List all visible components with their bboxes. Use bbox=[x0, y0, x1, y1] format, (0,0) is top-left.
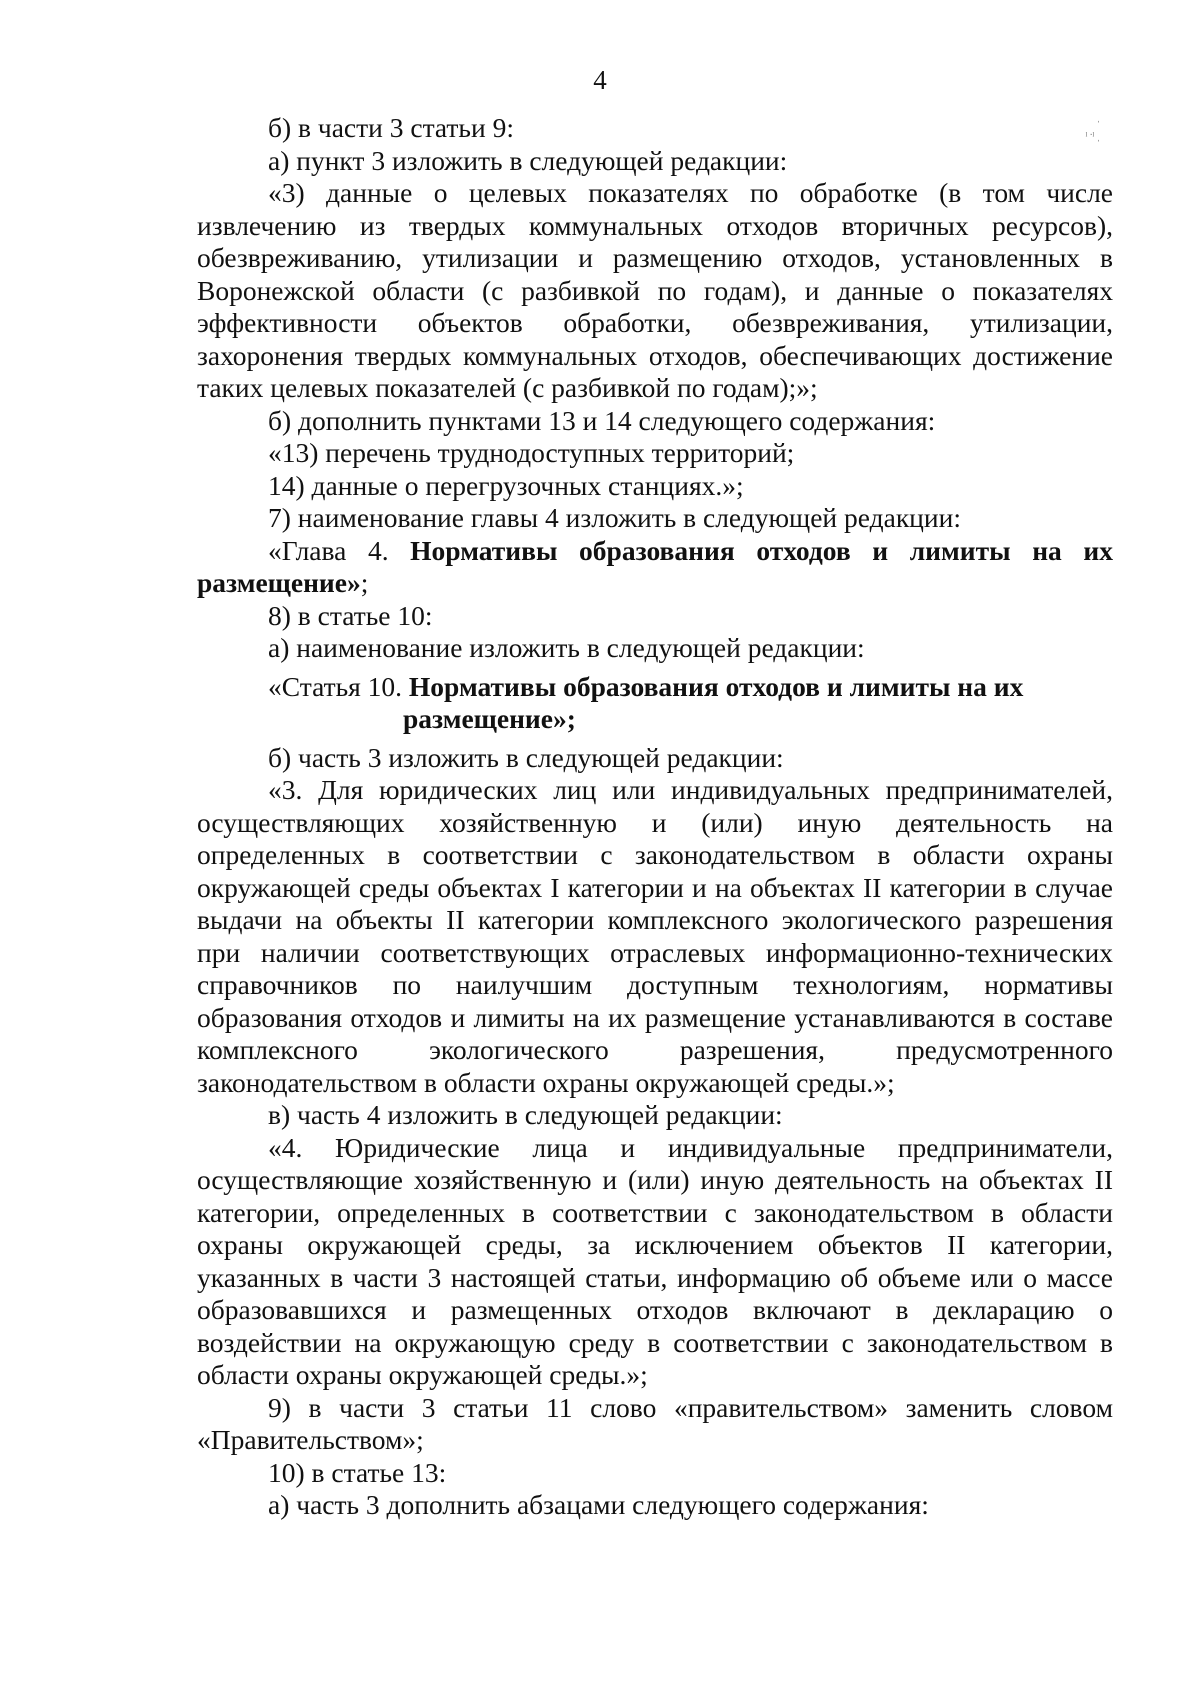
paragraph-quote-part4: «4. Юридические лица и индивидуальные предприниматели, осуществляющие хозяйственную и (или) иную деятельность на объектах II категории, определенных в соответствии с законодательством в области охраны окружающей среды, за исключением объектов II категории, указанных в части 3 настоящей статьи, информацию об объеме или о массе образовавшихся и размещенных отходов включают в декларацию о воздействии на окружающую среду в соответствии с законодательством в области охраны окружающей среды.»; bbox=[197, 1131, 1113, 1390]
paragraph-a-name: а) наименование изложить в следующей редакции: bbox=[268, 632, 865, 663]
paragraph-a-part3-add: а) часть 3 дополнить абзацами следующего содержания: bbox=[268, 1489, 929, 1520]
paragraph-b-add-points: б) дополнить пунктами 13 и 14 следующего содержания: bbox=[268, 404, 936, 436]
article10-heading bbox=[197, 671, 1113, 736]
paragraph-7-chapter4: 7) наименование главы 4 изложить в следующей редакции: bbox=[268, 502, 961, 533]
article10-bold-line1: Нормативы образования отходов и лимиты на их bbox=[408, 670, 1024, 702]
document-body bbox=[197, 112, 1113, 1522]
page-number: 4 bbox=[593, 65, 607, 95]
chapter4-tail: ; bbox=[360, 567, 369, 598]
paragraph-point13: «13) перечень труднодоступных территорий; bbox=[268, 437, 795, 468]
paragraph-a-point3: а) пункт 3 изложить в следующей редакции: bbox=[268, 144, 788, 176]
paragraph-chapter4-title bbox=[197, 535, 1113, 600]
paragraph-10-article13: 10) в статье 13: bbox=[268, 1456, 447, 1488]
paragraph-9-article11: 9) в части 3 статьи 11 слово «правительством» заменить словом «Правительством»; bbox=[197, 1391, 1113, 1455]
paragraph-v-part4: в) часть 4 изложить в следующей редакции: bbox=[268, 1099, 783, 1130]
chapter4-label: «Глава 4. bbox=[268, 534, 411, 566]
paragraph-b-part3: б) часть 3 изложить в следующей редакции: bbox=[268, 741, 784, 773]
article10-bold-line2: размещение»; bbox=[403, 703, 576, 734]
paragraph-quote-part3: «3. Для юридических лиц или индивидуальных предпринимателей, осуществляющих хозяйственную и (или) иную деятельность на определенных в соответствии с законодательством в области охраны окружающей среды объектах I категории и на объектах II категории в случае выдачи на объекты II категории комплексного экологического разрешения при наличии соответствующих отраслевых информационно-технических справочников по наилучшим доступным технологиям, нормативы образования отходов и лимиты на их размещение устанавливаются в составе комплексного экологического разрешения, предусмотренного законодательством в области охраны окружающей среды.»; bbox=[197, 774, 1113, 1098]
paragraph-quote-point3: «3) данные о целевых показателях по обработке (в том числе извлечению из твердых коммунальных отходов вторичных ресурсов), обезвреживанию, утилизации и размещению отходов, установленных в Воронежской области (с разбивкой по годам), и данные о показателях эффективности объектов обработки, обезвреживания, утилизации, захоронения твердых коммунальных отходов, обеспечивающих достижение таких целевых показателей (с разбивкой по годам);»; bbox=[197, 177, 1113, 403]
article10-heading-line1 bbox=[268, 671, 1113, 704]
paragraph-8-article10: 8) в статье 10: bbox=[268, 599, 433, 631]
paragraph-point14: 14) данные о перегрузочных станциях.»; bbox=[268, 469, 744, 501]
chapter4-bold-title: Нормативы образования отходов и лимиты на их размещение» bbox=[197, 534, 1113, 598]
scan-artifacts: ˈ ˡ ˑˡ ˌ bbox=[1085, 120, 1100, 142]
paragraph-b-part3-art9: б) в части 3 статьи 9: bbox=[268, 112, 514, 143]
article10-label: «Статья 10. bbox=[268, 670, 409, 702]
